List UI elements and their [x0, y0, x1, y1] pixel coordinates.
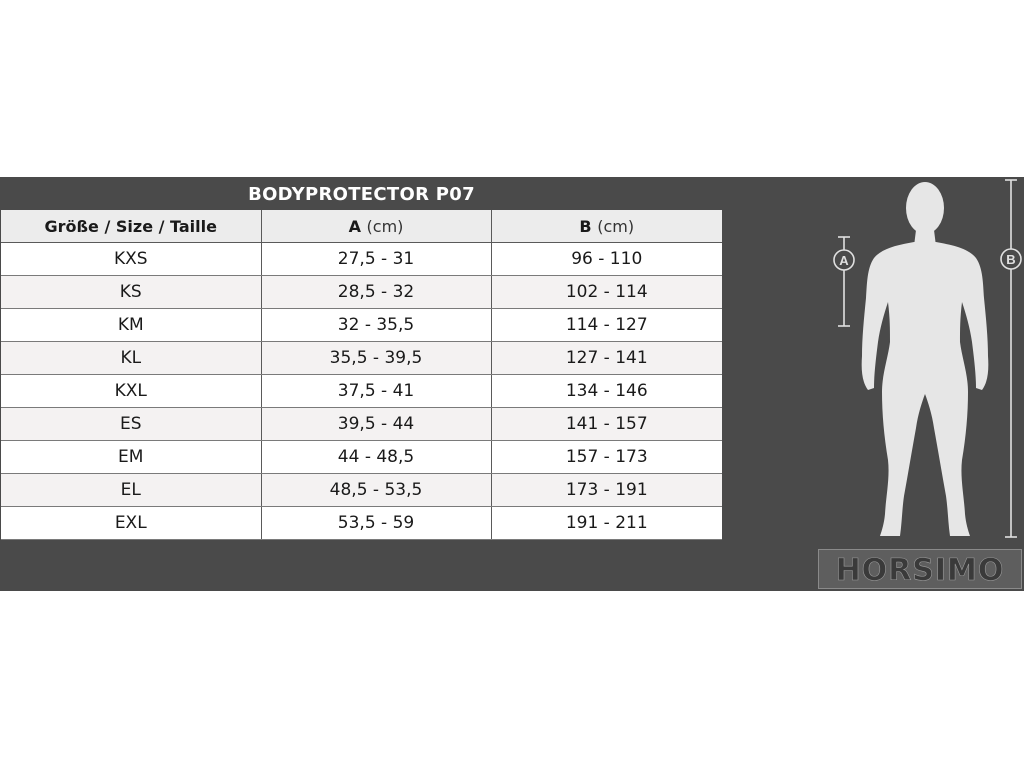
size-cell: KXS	[1, 243, 261, 276]
size-cell: KS	[1, 276, 261, 309]
a-cell: 35,5 - 39,5	[261, 342, 491, 375]
svg-text:B: B	[1006, 252, 1016, 267]
svg-text:HORSIMO: HORSIMO	[835, 553, 1005, 587]
size-cell: KXL	[1, 375, 261, 408]
table-row	[1, 507, 722, 540]
b-cell: 102 - 114	[491, 276, 722, 309]
size-cell: EXL	[1, 507, 261, 540]
size-chart-table	[1, 178, 722, 540]
table-row	[1, 276, 722, 309]
b-cell: 157 - 173	[491, 441, 722, 474]
b-cell: 191 - 211	[491, 507, 722, 540]
marker-a	[834, 250, 854, 270]
a-cell: 37,5 - 41	[261, 375, 491, 408]
a-cell: 44 - 48,5	[261, 441, 491, 474]
size-cell: KM	[1, 309, 261, 342]
table-row	[1, 375, 722, 408]
table-row	[1, 342, 722, 375]
body-figure-panel	[722, 178, 1024, 591]
human-silhouette-icon	[722, 178, 1024, 591]
table-title: BODYPROTECTOR P07	[1, 178, 722, 210]
a-cell: 53,5 - 59	[261, 507, 491, 540]
a-cell: 32 - 35,5	[261, 309, 491, 342]
size-cell: EM	[1, 441, 261, 474]
svg-text:A: A	[839, 253, 849, 268]
b-cell: 173 - 191	[491, 474, 722, 507]
a-cell: 27,5 - 31	[261, 243, 491, 276]
table-row	[1, 408, 722, 441]
table-row	[1, 441, 722, 474]
size-cell: ES	[1, 408, 261, 441]
header-a: A (cm)	[261, 210, 491, 243]
b-cell: 114 - 127	[491, 309, 722, 342]
header-size: Größe / Size / Taille	[1, 210, 261, 243]
body-silhouette	[862, 182, 989, 536]
a-cell: 39,5 - 44	[261, 408, 491, 441]
header-b: B (cm)	[491, 210, 722, 243]
table-row	[1, 474, 722, 507]
table-body	[1, 243, 722, 540]
size-cell: KL	[1, 342, 261, 375]
measure-b-line	[1005, 180, 1017, 537]
a-cell: 48,5 - 53,5	[261, 474, 491, 507]
b-cell: 127 - 141	[491, 342, 722, 375]
size-cell: EL	[1, 474, 261, 507]
a-cell: 28,5 - 32	[261, 276, 491, 309]
horsimo-logo	[818, 549, 1022, 589]
b-cell: 96 - 110	[491, 243, 722, 276]
b-cell: 141 - 157	[491, 408, 722, 441]
marker-b	[1001, 249, 1021, 269]
horsimo-logo-mark	[820, 551, 1020, 587]
table-row	[1, 309, 722, 342]
table-row	[1, 243, 722, 276]
b-cell: 134 - 146	[491, 375, 722, 408]
